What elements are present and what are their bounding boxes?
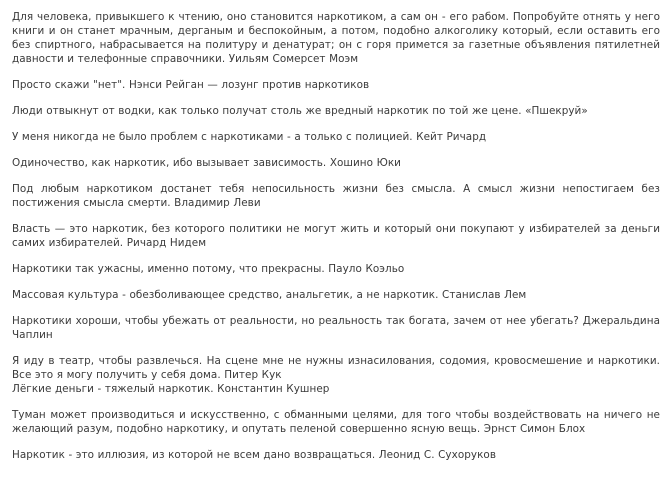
quote-paragraph: Я иду в театр, чтобы развлечься. На сцене мне не нужны изнасилования, содомия, кровосмешение и наркотики. Все это я могу получить у себя дома. Питер Кук (12, 355, 660, 381)
quote-paragraph: У меня никогда не было проблем с наркотиками - а только с полицией. Кейт Ричард (12, 131, 487, 143)
quote-paragraph: Под любым наркотиком достанет тебя непосильность жизни без смысла. А смысл жизни непостигаем без постижения смысла смерти. Владимир Леви (12, 183, 660, 209)
quote-paragraph: Наркотики хороши, чтобы убежать от реальности, но реальность так богата, зачем от нее убегать? Джеральдина Чаплин (12, 315, 660, 341)
quote-paragraph: Наркотики так ужасны, именно потому, что прекрасны. Пауло Коэльо (12, 263, 405, 275)
quote-paragraph: Власть — это наркотик, без которого политики не могут жить и который они покупают у избирателей за деньги самих избирателей. Ричард Нидем (12, 223, 660, 249)
quote-paragraph: Одиночество, как наркотик, ибо вызывает зависимость. Хошино Юки (12, 157, 401, 169)
quote-paragraph: Лёгкие деньги - тяжелый наркотик. Константин Кушнер (12, 383, 330, 395)
quotes-page (12, 10, 660, 474)
quote-paragraph: Наркотик - это иллюзия, из которой не всем дано возвращаться. Леонид С. Сухоруков (12, 449, 496, 461)
quote-paragraph: Просто скажи "нет". Нэнси Рейган — лозунг против наркотиков (12, 79, 370, 91)
quote-paragraph: Для человека, привыкшего к чтению, оно становится наркотиком, а сам он - его рабом. Попробуйте отнять у него книги и он станет мрачным, дерганым и беспокойным, а потом, подобно алкоголику который, если оставить его без спиртного, набрасывается на политуру и денатурат; он с горя примется за газетные объявления пятилетней давности и телефонные справочники. Уильям Сомерсет Моэм (12, 11, 660, 65)
quote-paragraph: Люди отвыкнут от водки, как только получат столь же вредный наркотик по той же цене. «Пшекруй» (12, 105, 588, 117)
quote-paragraph: Массовая культура - обезболивающее средство, анальгетик, а не наркотик. Станислав Лем (12, 289, 527, 301)
quote-paragraph: Туман может производиться и искусственно, с обманными целями, для того чтобы воздействовать на ничего не желающий разум, подобно наркотику, и опутать пеленой совершенно ясную вещь. Эрнст Симон Блох (12, 409, 660, 435)
